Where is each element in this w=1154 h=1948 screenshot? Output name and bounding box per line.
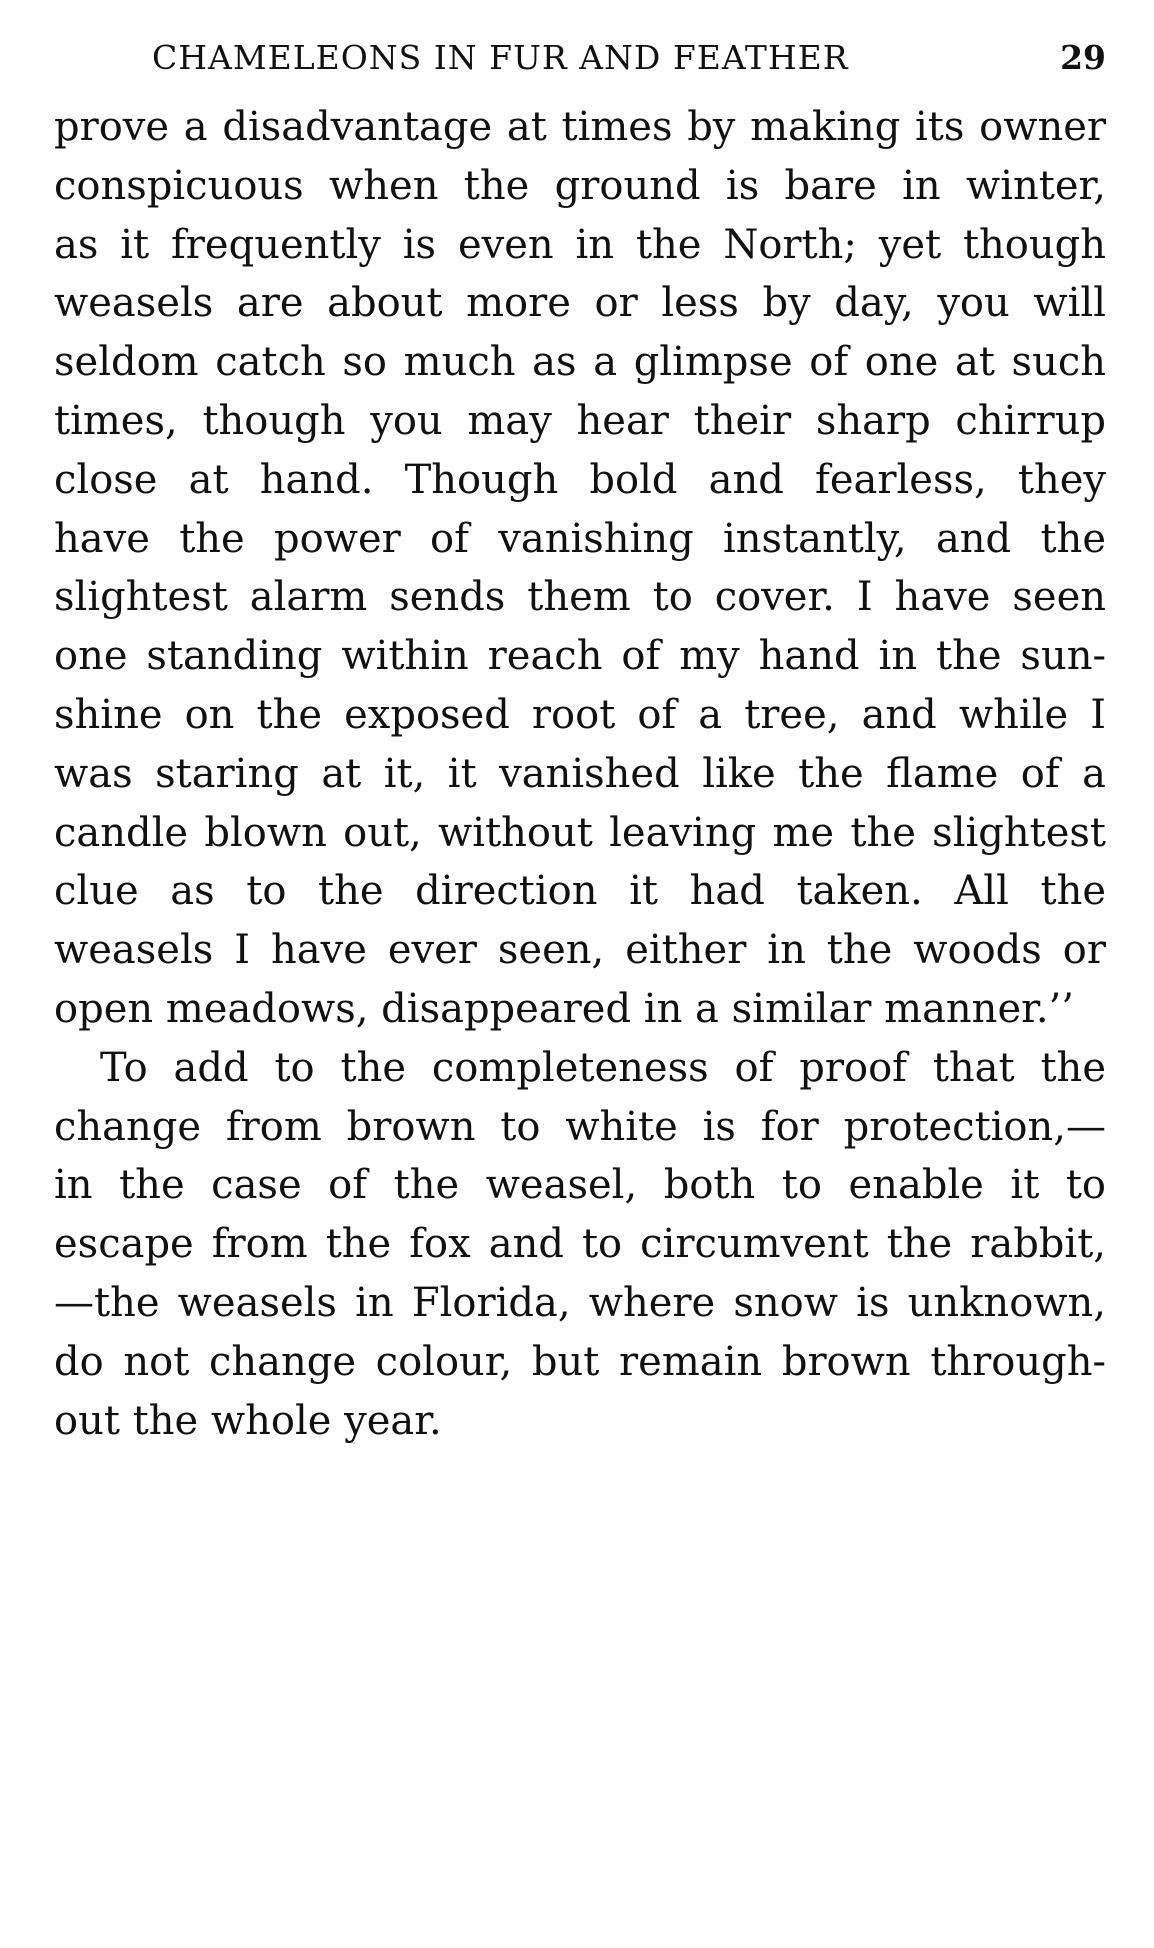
running-title: CHAMELEONS IN FUR AND FEATHER [152,38,849,77]
text-line: close at hand. Though bold and fearless, they [54,456,1106,503]
page-number: 29 [1060,38,1106,77]
running-head [54,38,1106,86]
text-line: slightest alarm sends them to cover. I have seen [54,574,1106,621]
text-line: weasels are about more or less by day, you will [54,280,1106,327]
text-line: do not change colour, but remain brown through- [54,1338,1106,1385]
text-line: as it frequently is even in the North; yet though [54,221,1106,268]
text-line: candle blown out, without leaving me the slightest [54,809,1106,856]
paragraph-1 [54,98,1106,1039]
text-line: —the weasels in Florida, where snow is unknown, [54,1279,1106,1326]
text-line: was staring at it, it vanished like the flame of a [54,750,1106,797]
paragraph-2 [54,1039,1106,1451]
text-line: weasels I have ever seen, either in the woods or [54,927,1106,974]
text-line: have the power of vanishing instantly, and the [54,515,1106,562]
text-line: times, though you may hear their sharp chirrup [54,397,1106,444]
book-page [54,38,1106,1450]
text-line: shine on the exposed root of a tree, and while I [54,691,1106,738]
body-text [54,98,1106,1450]
text-line: open meadows, disappeared in a similar manner.’’ [54,985,1074,1032]
text-line: one standing within reach of my hand in the sun- [54,633,1106,680]
text-line: seldom catch so much as a glimpse of one at such [54,339,1106,386]
text-line: change from brown to white is for protection,— [54,1103,1106,1150]
text-line: escape from the fox and to circumvent the rabbit, [54,1221,1106,1268]
text-line: in the case of the weasel, both to enable it to [54,1162,1106,1209]
text-line: clue as to the direction it had taken. All the [54,868,1106,915]
text-line: out the whole year. [54,1397,442,1444]
text-line: conspicuous when the ground is bare in winter, [54,162,1106,209]
text-line: prove a disadvantage at times by making its owner [54,104,1106,150]
text-line: To add to the completeness of proof that the [100,1044,1106,1091]
